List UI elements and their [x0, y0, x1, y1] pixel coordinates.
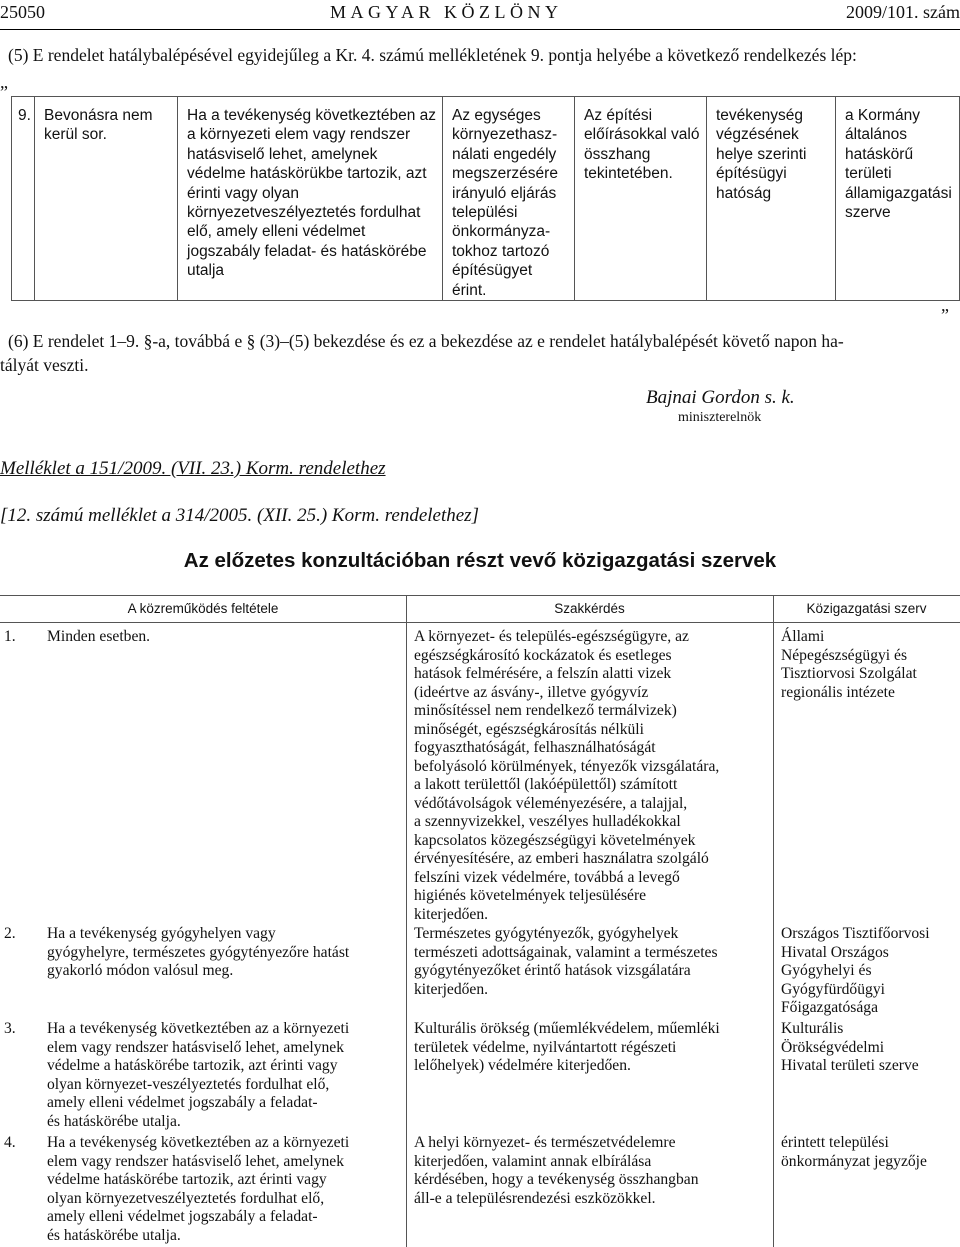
issue-line: kiterjedően, valamint annak elbírálása: [414, 1152, 652, 1170]
issue-line: felszíni vizek védelmére, továbbá a levegő: [414, 868, 680, 886]
top-cell-1: Bevonásra nem kerül sor.: [35, 97, 178, 300]
condition-line: elem vagy rendszer hatásviselő lehet, amelynek: [47, 1038, 345, 1056]
issue-line: természeti adottságainak, valamint a természetes: [414, 943, 718, 961]
authority-line: Hivatal területi szerve: [781, 1057, 919, 1074]
row-number: 3.: [4, 1020, 16, 1037]
issue-line: minőségét, egészségkárosítás nélküli: [414, 720, 644, 738]
top-cell-4: Az építési előírásokkal való összhang tekintetében.: [575, 97, 707, 300]
closing-quote: ”: [941, 305, 949, 325]
issue-line: kérdésében, hogy a tevékenység összhangban: [414, 1171, 699, 1188]
column-header-authority: Közigazgatási szerv: [806, 601, 927, 616]
authorities-table: [0, 595, 960, 1247]
replacement-table: [11, 96, 960, 301]
authority-line: önkormányzat jegyzője: [781, 1152, 927, 1170]
paragraph-6-line-2: tályát veszti.: [0, 355, 89, 375]
condition-line: amely elleni védelmet jogszabály a feladat-: [47, 1094, 318, 1111]
condition-line: Ha a tevékenység következtében az a környezeti: [47, 1134, 350, 1151]
top-cell-2: Ha a tevékenység következtében az a környezeti elem vagy rendszer hatásviselő lehet, amelynek védelme hatáskörükbe tartozik, azt érinti vagy olyan környezetveszélyeztetés fordulhat elő, amely elleni védelmet jogszabály feladat- és hatáskörébe utalja: [178, 97, 443, 300]
issue-line: kiterjedően.: [414, 905, 489, 923]
condition-line: Ha a tevékenység következtében az a környezeti: [47, 1020, 350, 1037]
column-header-issue: Szakkérdés: [554, 601, 625, 616]
condition-line: és hatáskörébe utalja.: [47, 1112, 181, 1130]
intro-paragraph: (5) E rendelet hatálybalépésével egyidejűleg a Kr. 4. számú mellékletének 9. pontja helyébe a következő rendelkezés lép:: [8, 45, 857, 65]
top-cell-5: tevékenység végzésének helye szerinti építésügyi hatóság: [707, 97, 836, 300]
signature-title: miniszterelnök: [678, 410, 762, 425]
issue-line: a lakott területtől (lakóépülettől) számított: [414, 776, 678, 793]
issue-line: lelőhelyek) védelmére kiterjedően.: [414, 1057, 631, 1074]
row-number: 1.: [4, 628, 16, 645]
authority-line: Főigazgatósága: [781, 999, 878, 1016]
issue-line: fogyaszthatóságát, felhasználhatóságát: [414, 739, 656, 756]
issue-line: hatások felmérésére, a felszín alatti vizek: [414, 665, 672, 682]
authority-line: Népegészségügyi és: [781, 646, 908, 664]
column-divider-1: [406, 596, 407, 1247]
issue-line: területek védelme, nyilvántartott régészeti: [414, 1038, 677, 1056]
authority-line: Tisztiorvosi Szolgálat: [781, 665, 917, 682]
issue-line: egészségkárosító kockázatok és esetleges: [414, 646, 672, 664]
condition-line: Ha a tevékenység gyógyhelyen vagy: [47, 925, 276, 942]
issue-line: áll-e a településrendezési eszközökkel.: [414, 1189, 656, 1207]
header-divider: [0, 622, 960, 623]
condition-line: olyan környezetveszélyeztetés fordulhat elő,: [47, 1189, 325, 1207]
condition-line: elem vagy rendszer hatásviselő lehet, amelynek: [47, 1152, 345, 1170]
issue-line: kiterjedően.: [414, 980, 489, 998]
issue-line: befolyásoló körülmények, tényezők vizsgálatára,: [414, 757, 720, 775]
row-number: 9.: [12, 97, 35, 300]
condition-line: gyógyhelyre, természetes gyógytényezőre hatást: [47, 943, 350, 961]
top-cell-3: Az egységes környezethasz-nálati engedély megszerzésére irányuló eljárás települési önkormányza-tokhoz tartozó építésügyet érint.: [443, 97, 575, 300]
issue-line: védőtávolságok véleményezésére, a talajjal,: [414, 794, 688, 812]
issue-line: higiénés követelmények teljesülésére: [414, 887, 647, 904]
page-number: 25050: [0, 2, 45, 22]
issue-line: Természetes gyógytényezők, gyógyhelyek: [414, 925, 679, 942]
condition-line: Minden esetben.: [47, 628, 151, 645]
condition-line: védelme a hatáskörébe tartozik, azt érinti vagy: [47, 1057, 338, 1074]
condition-line: és hatáskörébe utalja.: [47, 1226, 181, 1244]
condition-line: olyan környezet-veszélyeztetés fordulhat elő,: [47, 1075, 330, 1093]
authority-line: Gyógyfürdőügyi: [781, 980, 885, 998]
top-cell-6: a Kormány általános hatáskörű területi államigazgatási szerve: [845, 107, 952, 222]
opening-quote: „: [0, 72, 8, 92]
issue-line: kapcsolatos közegészségügyi követelmények: [414, 831, 696, 849]
authority-line: érintett települési: [781, 1134, 889, 1151]
authority-line: Hivatal Országos: [781, 943, 889, 961]
annex-heading: Melléklet a 151/2009. (VII. 23.) Korm. rendelethez: [0, 458, 386, 479]
issue-line: A helyi környezet- és természetvédelemre: [414, 1134, 676, 1151]
issue-line: a szennyvizekkel, veszélyes hulladékokkal: [414, 813, 681, 830]
issue-line: érvényesítésére, az emberi használatra szolgáló: [414, 850, 709, 867]
issue-line: minősítéssel nem rendelkező termálvizek): [414, 702, 677, 719]
row-number: 4.: [4, 1134, 16, 1151]
row-number: 2.: [4, 925, 16, 942]
issue-number: 2009/101. szám: [846, 2, 960, 22]
authority-line: Kulturális: [781, 1020, 844, 1037]
issue-line: Kulturális örökség (műemlékvédelem, műemléki: [414, 1020, 720, 1037]
signature-name: Bajnai Gordon s. k.: [646, 387, 795, 408]
column-divider-2: [773, 596, 774, 1247]
condition-line: gyakorló módon valósul meg.: [47, 962, 234, 979]
column-header-condition: A közreműködés feltétele: [127, 601, 279, 616]
authority-line: regionális intézete: [781, 683, 895, 701]
authority-line: Gyógyhelyi és: [781, 962, 872, 979]
authority-line: Állami: [781, 628, 825, 645]
page-header: [0, 0, 960, 30]
annex-subheading: [12. számú melléklet a 314/2005. (XII. 25.) Korm. rendelethez]: [0, 505, 479, 526]
paragraph-6-line-1: (6) E rendelet 1–9. §-a, továbbá e § (3)–(5) bekezdése és ez a bekezdése az e rendelet hatálybalépését követő napon ha-: [8, 331, 844, 351]
issue-line: (ideértve az ásvány-, illetve gyógyvíz: [414, 683, 649, 701]
condition-line: amely elleni védelmet jogszabály a feladat-: [47, 1208, 318, 1225]
authority-line: Örökségvédelmi: [781, 1038, 885, 1056]
journal-title: MAGYAR KÖZLÖNY: [330, 2, 563, 22]
document-title: Az előzetes konzultációban részt vevő közigazgatási szervek: [183, 549, 777, 572]
issue-line: A környezet- és település-egészségügyre, az: [414, 628, 689, 645]
authority-line: Országos Tisztifőorvosi: [781, 925, 930, 942]
condition-line: védelme hatáskörébe tartozik, azt érinti vagy: [47, 1171, 327, 1188]
issue-line: gyógytényezőket érintő hatások vizsgálatára: [414, 962, 691, 979]
